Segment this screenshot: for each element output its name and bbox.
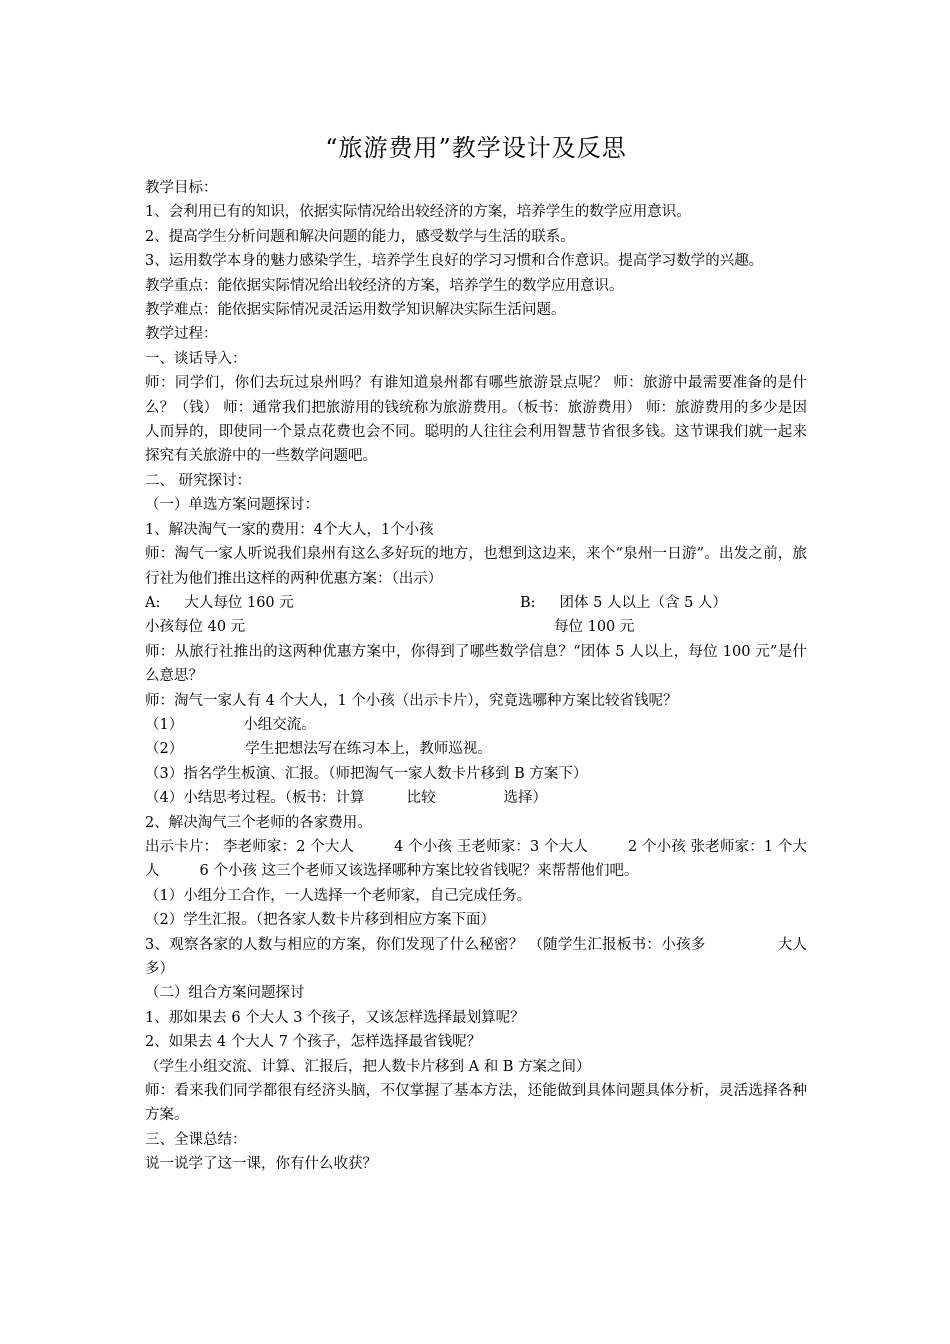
section-1-text: 师：同学们，你们去玩过泉州吗？有谁知道泉州都有哪些旅游景点呢？ 师：旅游中最需要准备的是什么？（钱） 师：通常我们把旅游用的钱统称为旅游费用。（板书：旅游费用） 师：旅游费用的多少是因人而异的，即使同一个景点花费也会不同。聪明的人往往会利用智慧节省很多钱。这节课我们就一起来探究有关旅游中的一些数学问题吧。 [145, 375, 807, 465]
task-2-step-1: （1）小组分工合作，一人选择一个老师家，自己完成任务。 [145, 887, 532, 904]
plan-b-line-2: 每位 100 元 [554, 619, 635, 636]
task-1: 1、解决淘气一家的费用：4个大人，1个小孩 [145, 521, 434, 538]
step-1-num: （1） [145, 716, 184, 733]
step-3: （3）指名学生板演、汇报。（师把淘气一家人数卡片移到 B 方案下） [145, 765, 588, 782]
section-1-heading: 一、谈话导入： [145, 350, 247, 367]
plan-a-line-1 [145, 591, 520, 615]
combo-2: 2、如果去 4 个大人 7 个孩子，怎样选择最省钱呢？ [145, 1034, 482, 1051]
objectives-heading: 教学目标： [145, 180, 218, 196]
process-heading: 教学过程： [145, 326, 218, 343]
objective-1: 1、会利用已有的知识，依据实际情况给出较经济的方案，培养学生的数学应用意识。 [145, 204, 691, 221]
task-2-text-a: 出示卡片： 李老师家：2 个大人 [145, 838, 355, 855]
step-4-b: 比较 [406, 790, 436, 807]
plan-b-label: B: [520, 594, 536, 611]
plan-b-line-1 [520, 591, 807, 615]
step-4-c: 选择） [503, 790, 547, 807]
question-1: 师：从旅行社推出的这两种优惠方案中，你得到了哪些数学信息？“团体 5 人以上，每位 100 元”是什么意思？ [145, 643, 807, 685]
section-2-heading: 二、 研究探讨： [145, 472, 252, 489]
task-2-text-c: 2 个小孩 张老师家：1 个大人 [145, 838, 807, 880]
sub-1-heading: （一）单选方案问题探讨： [145, 497, 319, 514]
section-3-heading: 三、全课总结： [145, 1131, 247, 1148]
task-3-a: 3、观察各家的人数与相应的方案，你们发现了什么秘密？ （随学生汇报板书：小孩多 [145, 936, 706, 953]
plan-row-1 [145, 591, 807, 615]
step-1-text: 小组交流。 [243, 716, 316, 733]
document-title: “旅游费用”教学设计及反思 [325, 134, 627, 162]
step-2-num: （2） [145, 741, 184, 758]
question-2: 师：淘气一家人有 4 个大人，1 个小孩（出示卡片），究竟选哪种方案比较省钱呢？ [145, 692, 678, 709]
task-3-b: 大人多） [145, 936, 807, 977]
task-1-text: 师：淘气一家人听说我们泉州有这么多好玩的地方，也想到这边来，来个“泉州一日游”。出发之前，旅行社为他们推出这样的两种优惠方案：（出示） [145, 546, 807, 587]
task-2-step-2: （2）学生汇报。（把各家人数卡片移到相应方案下面） [145, 912, 495, 929]
combo-note: （学生小组交流、计算、汇报后，把人数卡片移到 A 和 B 方案之间） [145, 1058, 591, 1075]
step-2 [145, 737, 807, 761]
difficulty: 教学难点：能依据实际情况灵活运用数学知识解决实际生活问题。 [145, 302, 566, 319]
objective-2: 2、提高学生分析问题和解决问题的能力，感受数学与生活的联系。 [145, 228, 575, 245]
objective-3: 3、运用数学本身的魅力感染学生，培养学生良好的学习习惯和合作意识。提高学习数学的兴趣。 [145, 253, 764, 270]
step-4 [145, 786, 807, 810]
task-2-text [145, 835, 807, 884]
step-2-text: 学生把想法写在练习本上，教师巡视。 [245, 741, 492, 758]
key-point: 教学重点：能依据实际情况给出较经济的方案，培养学生的数学应用意识。 [145, 277, 624, 294]
task-2-text-d: 6 个小孩 这三个老师又该选择哪种方案比较省钱呢？来帮帮他们吧。 [199, 863, 639, 880]
sub-2-heading: （二）组合方案问题探讨 [145, 985, 305, 1002]
document-page [145, 128, 807, 1177]
task-2-text-b: 4 个小孩 王老师家：3 个大人 [394, 838, 588, 855]
plan-a-text: 大人每位 160 元 [184, 594, 294, 611]
plan-a-line-2: 小孩每位 40 元 [145, 619, 246, 636]
combo-1: 1、那如果去 6 个大人 3 个孩子，又该怎样选择最划算呢？ [145, 1009, 525, 1026]
combo-summary: 师：看来我们同学都很有经济头脑，不仅掌握了基本方法，还能做到具体问题具体分析，灵活选择各种方案。 [145, 1083, 807, 1124]
section-3-text: 说一说学了这一课，你有什么收获？ [145, 1156, 377, 1173]
plan-row-2 [145, 615, 807, 639]
plan-b-text: 团体 5 人以上（含 5 人） [559, 594, 727, 611]
plan-a-label: A: [145, 594, 161, 611]
task-2: 2、解决淘气三个老师的各家费用。 [145, 814, 372, 831]
task-3 [145, 933, 807, 982]
step-1 [145, 713, 807, 737]
step-4-a: （4）小结思考过程。（板书：计算 [145, 790, 365, 807]
